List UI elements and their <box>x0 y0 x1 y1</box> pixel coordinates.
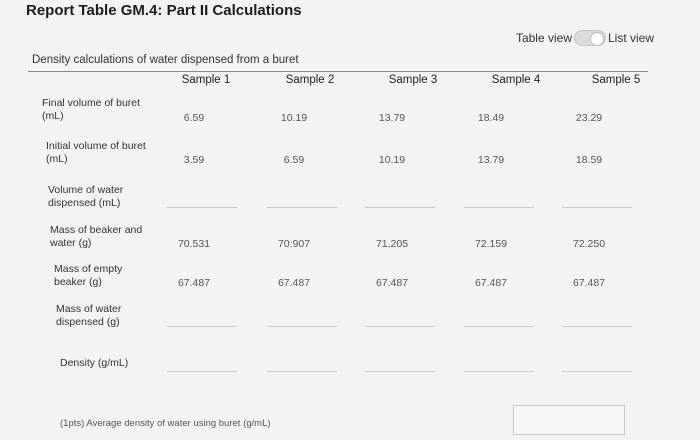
row-label: Initial volume of buret (mL) <box>46 140 146 165</box>
answer-input-row6-sample3[interactable] <box>365 326 435 327</box>
answer-input-row7-sample4[interactable] <box>464 371 534 372</box>
table-cell: 70.531 <box>177 238 211 250</box>
row-label: Final volume of buret (mL) <box>42 97 141 122</box>
column-header-sample-5: Sample 5 <box>591 74 641 86</box>
view-toggle <box>516 30 654 46</box>
table-cell: 72.159 <box>474 238 508 250</box>
answer-input-row6-sample4[interactable] <box>464 326 534 327</box>
table-cell: 67.487 <box>375 277 409 289</box>
table-cell: 3.59 <box>183 154 205 166</box>
answer-input-row3-sample3[interactable] <box>365 207 435 208</box>
average-density-label: (1pts) Average density of water using buret (g/mL) <box>60 418 271 429</box>
table-cell: 13.79 <box>477 154 505 166</box>
answer-input-row3-sample5[interactable] <box>562 207 632 208</box>
header-divider <box>28 71 648 72</box>
answer-input-row7-sample2[interactable] <box>267 371 337 372</box>
table-cell: 18.59 <box>575 154 603 166</box>
table-cell: 67.487 <box>177 277 211 289</box>
column-header-sample-1: Sample 1 <box>181 74 231 86</box>
answer-input-row3-sample4[interactable] <box>464 207 534 208</box>
answer-input-row7-sample1[interactable] <box>167 371 237 372</box>
table-cell: 6.59 <box>283 154 305 166</box>
table-cell: 67.487 <box>572 277 606 289</box>
table-cell: 6.59 <box>183 112 205 124</box>
row-label: Mass of beaker and water (g) <box>50 224 143 249</box>
answer-input-row3-sample2[interactable] <box>267 207 337 208</box>
row-label: Mass of water dispensed (g) <box>56 303 122 328</box>
table-cell: 13.79 <box>378 112 406 124</box>
column-header-sample-3: Sample 3 <box>388 74 438 86</box>
answer-input-row7-sample5[interactable] <box>562 371 632 372</box>
average-density-input[interactable] <box>513 405 625 435</box>
answer-input-row6-sample2[interactable] <box>267 326 337 327</box>
column-header-sample-2: Sample 2 <box>285 74 335 86</box>
table-caption: Density calculations of water dispensed from a buret <box>32 54 299 66</box>
table-cell: 70.907 <box>277 238 311 250</box>
view-toggle-switch[interactable] <box>574 30 606 46</box>
table-cell: 67.487 <box>277 277 311 289</box>
table-cell: 72.250 <box>572 238 606 250</box>
answer-input-row6-sample5[interactable] <box>562 326 632 327</box>
row-label: Volume of water dispensed (mL) <box>48 184 124 209</box>
row-label: Mass of empty beaker (g) <box>54 263 123 288</box>
answer-input-row6-sample1[interactable] <box>167 326 237 327</box>
page-title: Report Table GM.4: Part II Calculations <box>26 2 302 19</box>
answer-input-row3-sample1[interactable] <box>167 207 237 208</box>
table-cell: 71.205 <box>375 238 409 250</box>
toggle-knob <box>590 32 604 46</box>
table-cell: 10.19 <box>378 154 406 166</box>
table-cell: 23.29 <box>575 112 603 124</box>
table-cell: 18.49 <box>477 112 505 124</box>
table-cell: 67.487 <box>474 277 508 289</box>
list-view-label[interactable]: List view <box>607 31 654 45</box>
answer-input-row7-sample3[interactable] <box>365 371 435 372</box>
column-header-sample-4: Sample 4 <box>491 74 541 86</box>
row-label: Density (g/mL) <box>60 357 129 369</box>
table-view-label[interactable]: Table view <box>515 31 572 45</box>
table-cell: 10.19 <box>280 112 308 124</box>
